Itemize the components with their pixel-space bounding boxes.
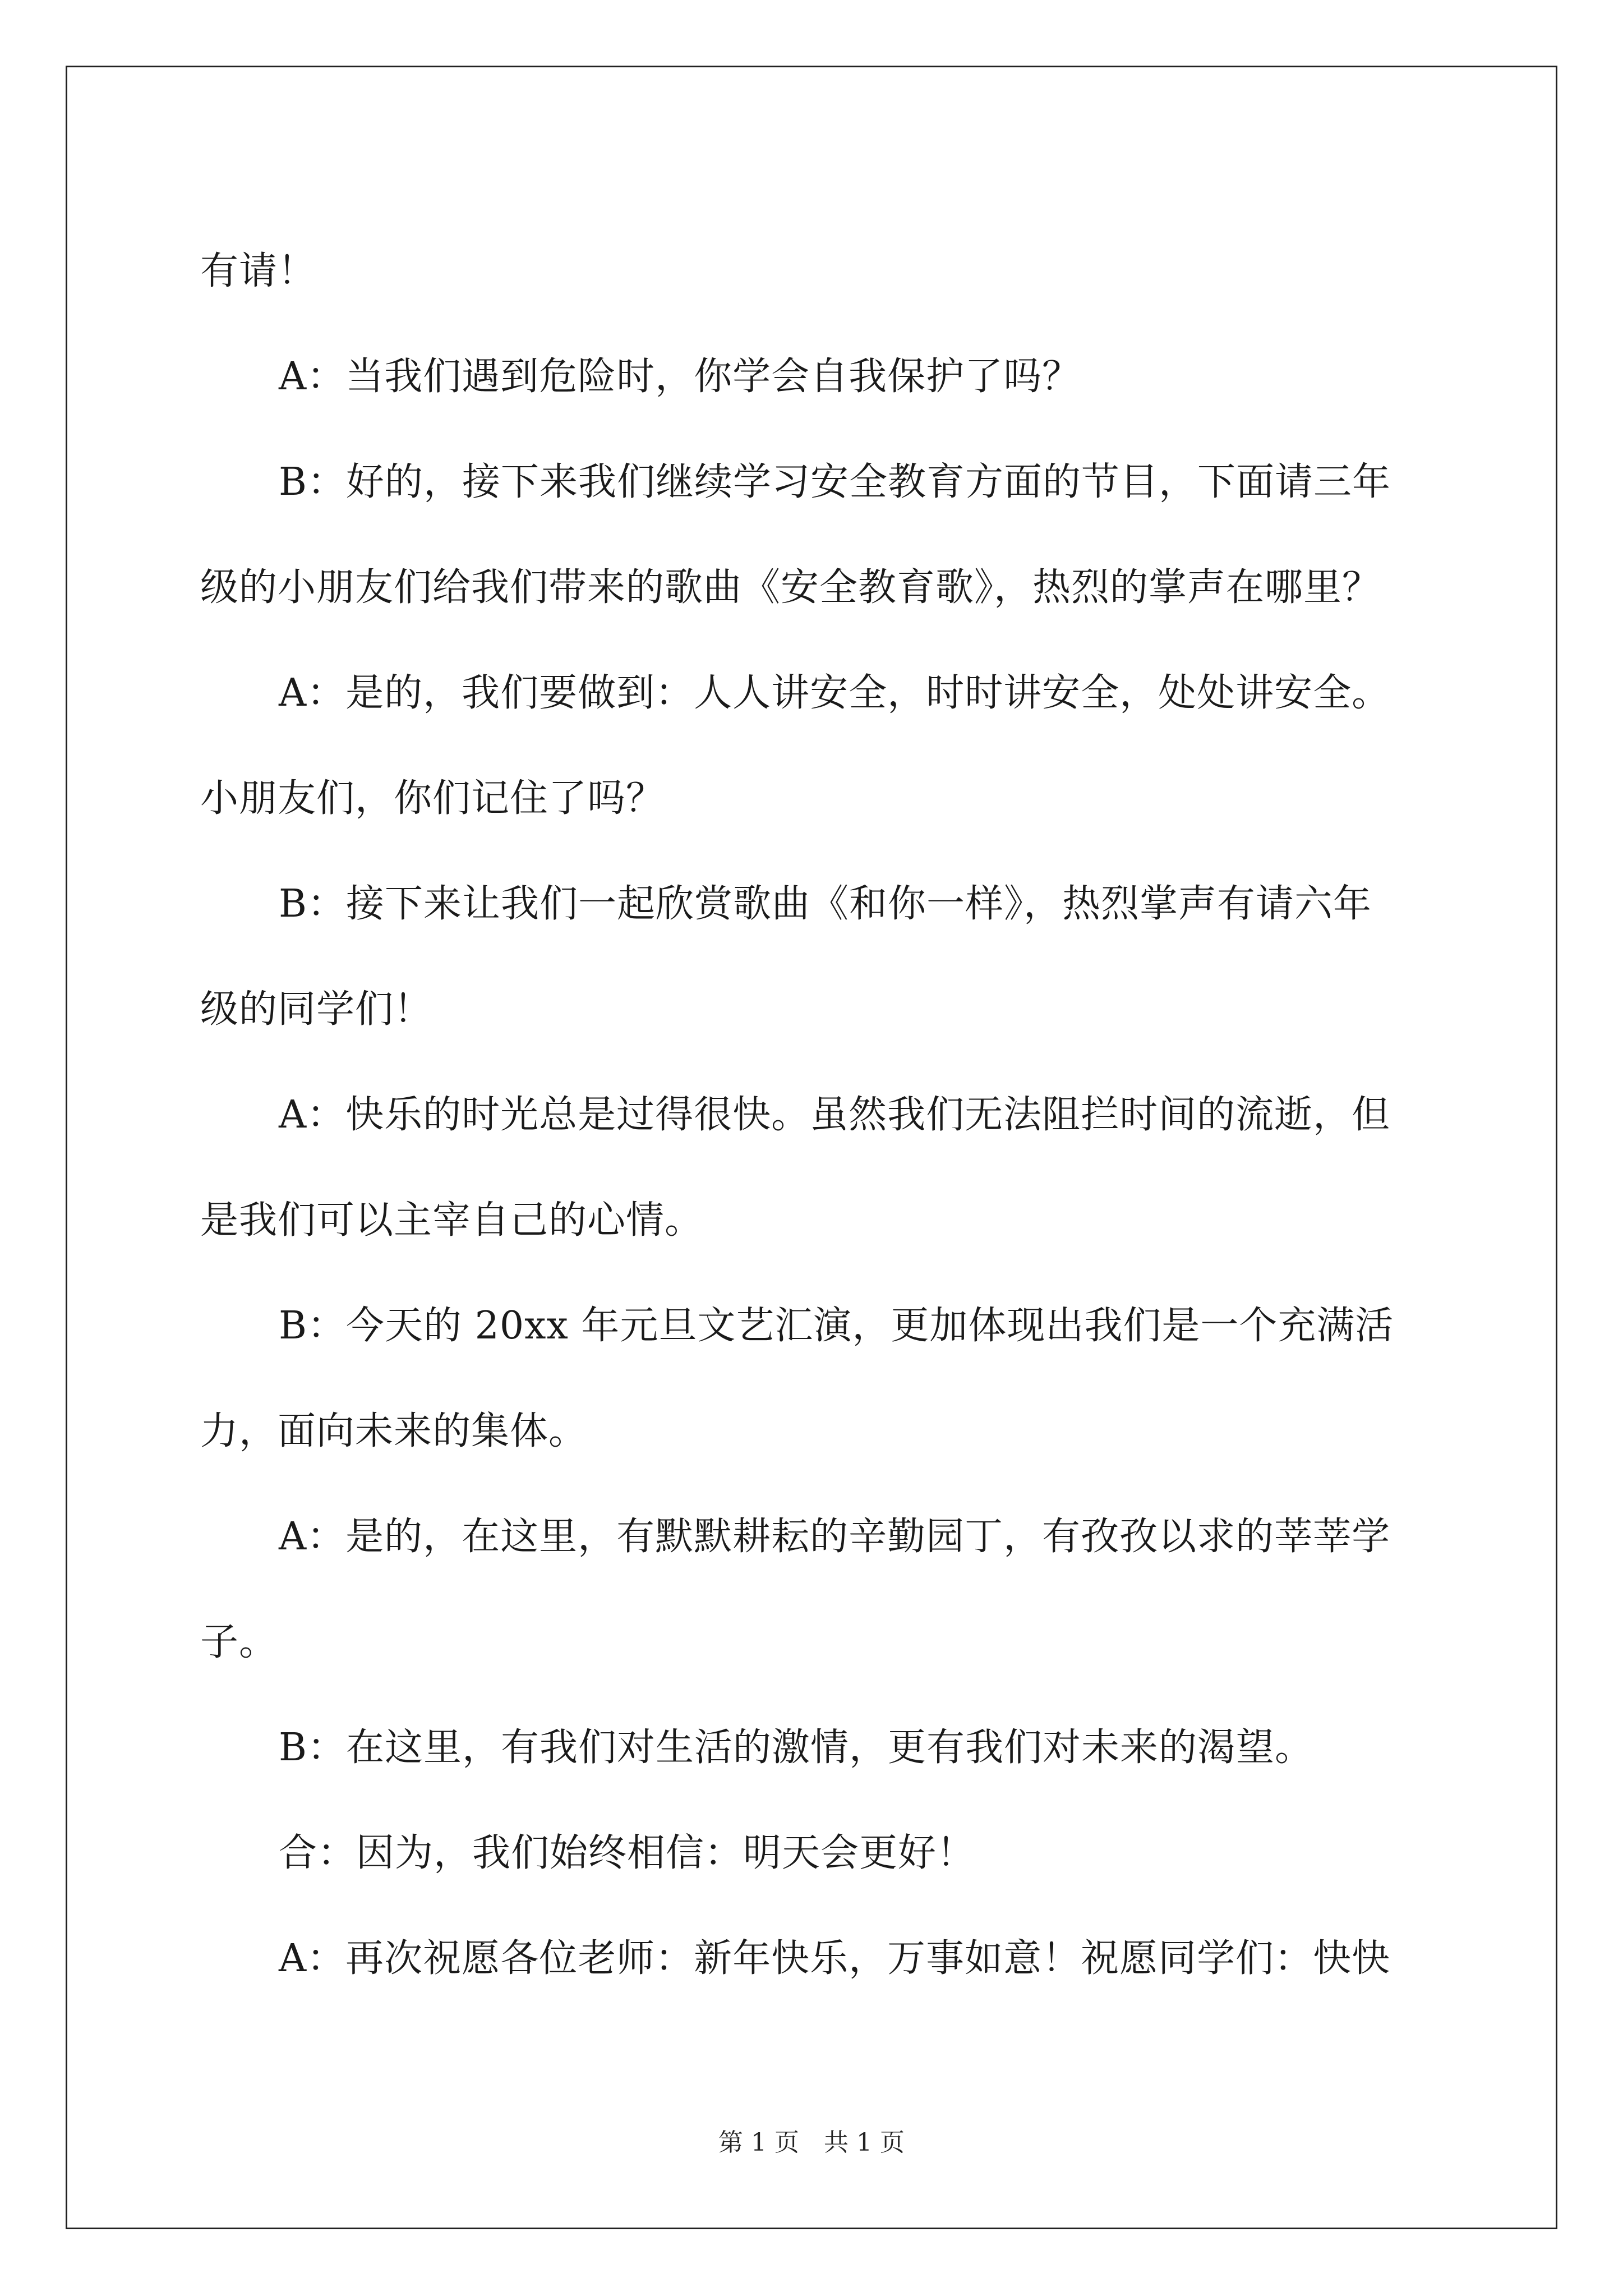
page-number-footer: 第 1 页 共 1 页 [718, 2128, 905, 2157]
text-line: 力，面向未来的集体。 [200, 1409, 588, 1453]
text-line: 子。 [200, 1620, 278, 1664]
text-line: A：是的，我们要做到：人人讲安全，时时讲安全，处处讲安全。 [279, 671, 1391, 715]
text-line: B：在这里，有我们对生活的激情，更有我们对未来的渴望。 [279, 1726, 1313, 1770]
text-line: B：好的，接下来我们继续学习安全教育方面的节目，下面请三年 [279, 460, 1391, 504]
text-line: 级的同学们！ [200, 987, 433, 1032]
text-line: A：再次祝愿各位老师：新年快乐，万事如意！祝愿同学们：快快 [279, 1936, 1391, 1981]
text-line: 级的小朋友们给我们带来的歌曲《安全教育歌》，热烈的掌声在哪里？ [200, 565, 1381, 610]
text-line: 有请！ [200, 249, 317, 293]
text-line: B：接下来让我们一起欣赏歌曲《和你一样》，热烈掌声有请六年 [279, 882, 1372, 926]
text-line: A：是的，在这里，有默默耕耘的辛勤园丁，有孜孜以求的莘莘学 [279, 1515, 1391, 1559]
text-line: A：当我们遇到危险时，你学会自我保护了吗？ [279, 355, 1081, 399]
text-line: 是我们可以主宰自己的心情。 [200, 1198, 704, 1243]
text-line: B：今天的 20xx 年元旦文艺汇演，更加体现出我们是一个充满活 [279, 1304, 1394, 1348]
text-line: 合：因为，我们始终相信：明天会更好！ [279, 1831, 976, 1875]
text-line: A：快乐的时光总是过得很快。虽然我们无法阻拦时间的流逝，但 [279, 1093, 1391, 1137]
document-body [200, 219, 1434, 2012]
text-line: 小朋友们，你们记住了吗？ [200, 776, 665, 821]
